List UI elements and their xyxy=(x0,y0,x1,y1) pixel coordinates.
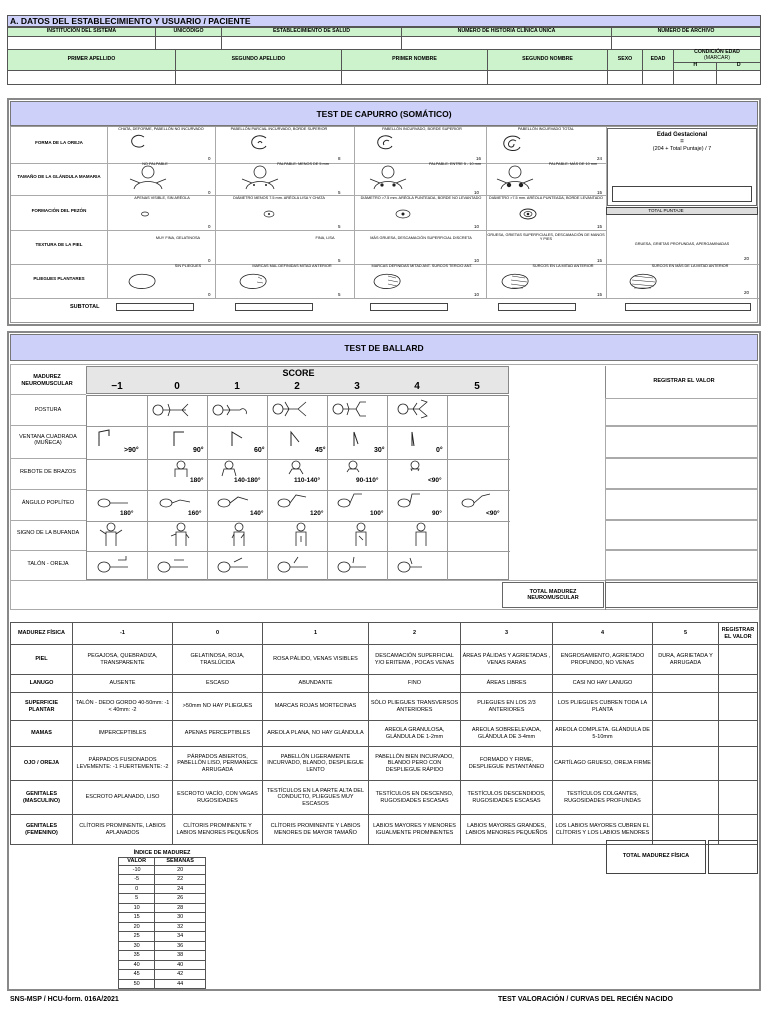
arm-recoil-icon xyxy=(218,460,240,478)
edad-gestacional-input[interactable] xyxy=(612,186,752,202)
row-label-talon: TALÓN - OREJA xyxy=(27,561,69,567)
fisica-cell: ABUNDANTE xyxy=(263,675,369,693)
capurro-piel-2-caption: MÁS GRUESA, DESCAMACIÓN SUPERFICIAL DISCRETA xyxy=(370,236,472,240)
capurro-row-label-oreja: FORMA DE LA OREJA xyxy=(35,140,83,145)
row-label-bufanda: SIGNO DE LA BUFANDA xyxy=(16,530,80,536)
marcar-label: (MARCAR) xyxy=(704,54,730,61)
ventana-value: 30° xyxy=(374,447,385,454)
popliteal-angle-icon xyxy=(336,492,370,510)
scarf-sign-icon xyxy=(98,522,124,548)
capurro-oreja-0-score: 0 xyxy=(208,156,211,161)
popliteal-angle-icon xyxy=(158,492,192,510)
arm-recoil-icon xyxy=(404,460,426,478)
field-establecimiento[interactable] xyxy=(222,37,402,50)
fisica-cell: LABIOS MAYORES GRANDES, LABIOS MENORES PEQUEÑOS xyxy=(461,815,553,845)
score-col: 2 xyxy=(294,381,300,392)
capurro-pliegues-3-caption: SURCOS EN LA MITAD ANTERIOR xyxy=(532,264,594,268)
field-numero-archivo[interactable] xyxy=(612,37,761,50)
baby-chest-sketch-icon xyxy=(368,165,408,190)
score-col: −1 xyxy=(111,381,123,392)
heel-to-ear-icon xyxy=(336,554,372,576)
fisica-cell: PÁRPADOS ABIERTOS, PABELLÓN LISO, PERMANECE ARRUGADA xyxy=(173,747,263,781)
fisica-cell: LOS PLIEGUES CUBREN TODA LA PLANTA xyxy=(553,693,653,721)
fisica-header: 2 xyxy=(369,623,461,645)
subtotal-label: SUBTOTAL xyxy=(70,304,100,310)
popliteo-value: 160° xyxy=(188,510,202,517)
col-segundo-nombre: SEGUNDO NOMBRE xyxy=(488,50,608,71)
scarf-sign-icon xyxy=(348,522,374,548)
baby-chest-sketch-icon xyxy=(240,165,280,190)
subtotal-input-1[interactable] xyxy=(116,303,194,311)
fisica-row-label: PIEL xyxy=(11,645,73,675)
fisica-cell: PÁRPADOS FUSIONADOS LEVEMENTE: -1 FUERTEMENTE: -2 xyxy=(73,747,173,781)
patient-info-table-2 xyxy=(7,49,761,85)
capurro-pezon-2-caption: DIÁMETRO >7.5 mm. ARÉOLA PUNTEADA, BORDE NO LEVANTADO xyxy=(360,196,482,200)
posture-figure-icon xyxy=(270,398,310,420)
capurro-oreja-2-score: 16 xyxy=(476,156,482,161)
col-unicodigo: UNICÓDIGO xyxy=(156,28,222,37)
capurro-pezon-3-caption: DIÁMETRO >7.5 mm. ARÉOLA PUNTEADA, BORDE LEVANTADO xyxy=(489,196,603,200)
ventana-value: 90° xyxy=(193,447,204,454)
scarf-sign-icon xyxy=(408,522,434,548)
capurro-mama-2-caption: PALPABLE: ENTRE 5 - 10 mm xyxy=(429,162,481,166)
capurro-piel-4-score: 20 xyxy=(744,256,750,261)
indice-semanas: 40 xyxy=(155,960,206,970)
indice-semanas: 20 xyxy=(155,865,206,875)
wrist-angle-icon xyxy=(287,428,307,446)
fisica-cell: PABELLÓN LIGERAMENTE INCURVADO, BLANDO, DESPLIEGUE LENTO xyxy=(263,747,369,781)
fisica-cell: PABELLÓN BIEN INCURVADO, BLANDO PERO CON DESPLIEGUE RÁPIDO xyxy=(369,747,461,781)
indice-valor: 35 xyxy=(119,951,155,961)
field-historia-clinica[interactable] xyxy=(402,37,612,50)
col-institucion: INSTITUCIÓN DEL SISTEMA xyxy=(8,28,156,37)
fisica-cell xyxy=(653,675,719,693)
nipple-sketch-icon xyxy=(518,208,538,220)
capurro-piel-1-caption: FINA, LISA xyxy=(315,236,335,240)
edad-gestacional-label: Edad Gestacional xyxy=(656,132,708,138)
fisica-row-label: GENITALES (MASCULINO) xyxy=(11,781,73,815)
field-primer-nombre[interactable] xyxy=(342,70,488,84)
patient-info-table-1 xyxy=(7,27,761,50)
scarf-sign-icon xyxy=(226,522,252,548)
scarf-sign-icon xyxy=(168,522,194,548)
fisica-cell xyxy=(653,721,719,747)
indice-valor: 10 xyxy=(119,903,155,913)
registrar-plantar-input[interactable] xyxy=(719,693,758,721)
ventana-value: 0° xyxy=(436,447,443,454)
indice-valor: 40 xyxy=(119,960,155,970)
edad-gestacional-formula: (204 + Total Puntaje) / 7 xyxy=(652,146,712,152)
capurro-pezon-1-caption: DIÁMETRO MENOS 7.5 mm. ARÉOLA LISA Y CHATA xyxy=(233,196,325,200)
capurro-piel-0-caption: MUY FINA, GELATINOSA xyxy=(155,236,201,240)
popliteal-angle-icon xyxy=(96,492,130,510)
field-segundo-nombre[interactable] xyxy=(488,70,608,84)
score-col: 1 xyxy=(234,381,240,392)
capurro-row-label-piel: TEXTURA DE LA PIEL xyxy=(35,242,83,247)
fisica-cell: IMPERCEPTIBLES xyxy=(73,721,173,747)
heel-to-ear-icon xyxy=(96,554,132,576)
indice-valor: -10 xyxy=(119,865,155,875)
subtotal-input-4[interactable] xyxy=(498,303,576,311)
heel-to-ear-icon xyxy=(156,554,192,576)
col-primer-nombre: PRIMER NOMBRE xyxy=(342,50,488,71)
section-a-title: A. DATOS DEL ESTABLECIMIENTO Y USUARIO / PACIENTE xyxy=(7,15,761,27)
capurro-oreja-3-caption: PABELLÓN INCURVADO TOTAL xyxy=(517,127,575,131)
ear-sketch-icon xyxy=(500,134,526,154)
arm-recoil-icon xyxy=(285,460,307,478)
indice-semanas: 24 xyxy=(155,884,206,894)
fisica-cell: AREOLA SOBREELEVADA, GLÁNDULA DE 3-4mm xyxy=(461,721,553,747)
ballard-row-labels xyxy=(10,395,86,580)
row-label-popliteo: ÁNGULO POPLÍTEO xyxy=(21,500,75,506)
score-col: 4 xyxy=(414,381,420,392)
indice-title: ÍNDICE DE MADUREZ xyxy=(133,849,191,856)
heel-to-ear-icon xyxy=(396,554,432,576)
condicion-edad-label: CONDICIÓN EDAD xyxy=(694,49,740,55)
fisica-cell: CLÍTORIS PROMINENTE Y LABIOS MENORES PEQUEÑOS xyxy=(173,815,263,845)
capurro-mama-2-score: 10 xyxy=(474,190,480,195)
registrar-ojo-oreja-input[interactable] xyxy=(719,747,758,781)
capurro-oreja-1-caption: PABELLÓN PARCIAL INCURVADO, BORDE SUPERIOR xyxy=(230,127,328,131)
subtotal-input-5[interactable] xyxy=(625,303,751,311)
capurro-pezon-3-score: 15 xyxy=(597,224,603,229)
ear-sketch-icon xyxy=(128,134,150,150)
posture-figure-icon xyxy=(210,400,250,420)
row-label-postura: POSTURA xyxy=(34,407,62,413)
fisica-cell: ÁREAS PÁLIDAS Y AGRIETADAS , VENAS RARAS xyxy=(461,645,553,675)
capurro-mama-3-caption: PALPABLE: MÁS DE 10 mm xyxy=(548,162,598,166)
col-establecimiento: ESTABLECIMIENTO DE SALUD xyxy=(222,28,402,37)
fisica-cell xyxy=(653,781,719,815)
rebote-value: 110-140° xyxy=(294,477,321,484)
fisica-row-label: SUPERFICIE PLANTAR xyxy=(11,693,73,721)
col-d: D xyxy=(717,62,761,70)
col-edad: EDAD xyxy=(643,50,674,71)
field-unicodigo[interactable] xyxy=(156,37,222,50)
wrist-angle-icon xyxy=(170,428,190,446)
indice-semanas: 22 xyxy=(155,875,206,885)
indice-semanas: 44 xyxy=(155,979,206,989)
wrist-angle-icon xyxy=(228,428,248,446)
baby-chest-sketch-icon xyxy=(128,165,168,190)
score-col: 5 xyxy=(474,381,480,392)
rebote-value: <90° xyxy=(428,477,442,484)
indice-header: VALOR xyxy=(119,857,155,865)
col-condicion-edad xyxy=(674,50,761,63)
indice-madurez-table xyxy=(118,849,206,989)
arm-recoil-icon xyxy=(170,460,192,478)
fisica-cell: LABIOS MAYORES Y MENORES IGUALMENTE PROMINENTES xyxy=(369,815,461,845)
registrar-popliteo-input[interactable] xyxy=(605,489,758,520)
fisica-cell: APENAS PERCEPTIBLES xyxy=(173,721,263,747)
fisica-header: 5 xyxy=(653,623,719,645)
fisica-cell: AREOLA GRANULOSA, GLÁNDULA DE 1-2mm xyxy=(369,721,461,747)
popliteo-value: 180° xyxy=(120,510,134,517)
registrar-rebote-input[interactable] xyxy=(605,458,758,489)
fisica-cell xyxy=(653,693,719,721)
field-edad[interactable] xyxy=(643,70,674,84)
popliteal-angle-icon xyxy=(396,492,430,510)
indice-valor: 20 xyxy=(119,922,155,932)
capurro-pezon-2-score: 10 xyxy=(474,224,480,229)
ear-sketch-icon xyxy=(374,134,398,152)
scarf-sign-icon xyxy=(288,522,314,548)
fisica-header: -1 xyxy=(73,623,173,645)
section-a xyxy=(7,15,761,81)
registrar-lanugo-input[interactable] xyxy=(719,675,758,693)
rebote-value: 180° xyxy=(190,477,204,484)
indice-header: SEMANAS xyxy=(155,857,206,865)
popliteal-angle-icon xyxy=(216,492,250,510)
indice-semanas: 34 xyxy=(155,932,206,942)
indice-valor: 50 xyxy=(119,979,155,989)
posture-figure-icon xyxy=(330,398,370,420)
fisica-cell: FINO xyxy=(369,675,461,693)
fisica-row-label: OJO / OREJA xyxy=(11,747,73,781)
fisica-cell: DURA, AGRIETADA Y ARRUGADA xyxy=(653,645,719,675)
col-sexo: SEXO xyxy=(608,50,643,71)
indice-valor: 15 xyxy=(119,913,155,923)
popliteal-angle-icon xyxy=(276,492,310,510)
fisica-cell: AREOLA COMPLETA. GLÁNDULA DE 5-10mm xyxy=(553,721,653,747)
ballard-title: TEST DE BALLARD xyxy=(10,334,758,361)
registrar-mamas-input[interactable] xyxy=(719,721,758,747)
capurro-oreja-3-score: 24 xyxy=(597,156,603,161)
indice-valor: 25 xyxy=(119,932,155,942)
fisica-cell: DESCAMACIÓN SUPERFICIAL Y/O ERITEMA , POCAS VENAS xyxy=(369,645,461,675)
score-label: SCORE xyxy=(282,368,315,378)
score-col: 3 xyxy=(354,381,360,392)
field-primer-apellido[interactable] xyxy=(8,70,176,84)
capurro-piel-4-caption: GRUESA, GRIETAS PROFUNDAS, APERGAMINADAS xyxy=(634,242,730,246)
fisica-cell: CLÍTORIS PROMINENTE, LABIOS APLANADOS xyxy=(73,815,173,845)
field-institucion[interactable] xyxy=(8,37,156,50)
capurro-piel-2-score: 10 xyxy=(474,258,480,263)
capurro-mama-1-score: 5 xyxy=(338,190,341,195)
ventana-value: >90° xyxy=(124,447,139,454)
popliteal-angle-icon xyxy=(460,492,494,510)
registrar-ventana-input[interactable] xyxy=(605,426,758,458)
total-neuro-label: TOTAL MADUREZ NEUROMUSCULAR xyxy=(527,589,579,601)
fisica-cell: ESCASO xyxy=(173,675,263,693)
col-segundo-apellido: SEGUNDO APELLIDO xyxy=(176,50,342,71)
fisica-cell: TALÓN - DEDO GORDO 40-50mm: -1 < 40mm: -2 xyxy=(73,693,173,721)
fisica-header: 0 xyxy=(173,623,263,645)
footer-left: SNS-MSP / HCU-form. 016A/2021 xyxy=(10,996,119,1003)
foot-sole-sketch-icon xyxy=(370,270,404,294)
fisica-cell: CARTÍLAGO GRUESO, OREJA FIRME xyxy=(553,747,653,781)
score-header xyxy=(86,366,509,394)
field-h[interactable] xyxy=(674,70,717,84)
ventana-value: 45° xyxy=(315,447,326,454)
heel-to-ear-icon xyxy=(276,554,312,576)
madurez-fisica-table xyxy=(10,622,758,845)
heel-to-ear-icon xyxy=(216,554,252,576)
capurro-pliegues-1-caption: MARCAS MAL DEFINIDAS MITAD ANTERIOR xyxy=(252,264,332,268)
capurro-pliegues-4-score: 20 xyxy=(744,290,750,295)
field-sexo[interactable] xyxy=(608,70,643,84)
capurro-pliegues-1-score: 5 xyxy=(338,292,341,297)
capurro-oreja-0-caption: CHATA, DEFORME, PABELLÓN NO INCURVADO xyxy=(118,127,204,131)
madurez-neuro-label: MADUREZ NEUROMUSCULAR xyxy=(21,374,73,387)
popliteo-value: 100° xyxy=(370,510,384,517)
col-h: H xyxy=(674,62,717,70)
fisica-cell: ESCROTO VACÍO, CON VAGAS RUGOSIDADES xyxy=(173,781,263,815)
fisica-cell: GELATINOSA, ROJA, TRASLÚCIDA xyxy=(173,645,263,675)
indice-semanas: 42 xyxy=(155,970,206,980)
total-fisica-input[interactable] xyxy=(708,840,758,874)
total-neuro-input[interactable] xyxy=(605,582,758,608)
fisica-cell: CASI NO HAY LANUGO xyxy=(553,675,653,693)
fisica-cell: AREOLA PLANA, NO HAY GLÁNDULA xyxy=(263,721,369,747)
posture-figure-icon xyxy=(150,400,190,420)
capurro-pliegues-2-score: 10 xyxy=(474,292,480,297)
popliteo-value: 90° xyxy=(432,510,442,517)
fisica-cell: TESTÍCULOS DESCENDIDOS, RUGOSIDADES ESCASAS xyxy=(461,781,553,815)
capurro-pliegues-3-score: 15 xyxy=(597,292,603,297)
fisica-cell: LOS LABIOS MAYORES CUBREN EL CLÍTORIS Y LOS LABIOS MENORES xyxy=(553,815,653,845)
capurro-mama-0-score: 0 xyxy=(208,190,211,195)
total-puntaje-label: TOTAL PUNTAJE xyxy=(648,208,684,213)
wrist-angle-icon xyxy=(348,428,368,446)
fisica-row-label: LANUGO xyxy=(11,675,73,693)
col-numero-archivo: NÚMERO DE ARCHIVO xyxy=(612,28,761,37)
field-d[interactable] xyxy=(717,70,761,84)
fisica-cell: PLIEGUES EN LOS 2/3 ANTERIORES xyxy=(461,693,553,721)
fisica-header: MADUREZ FÍSICA xyxy=(11,623,73,645)
rebote-value: 140-180° xyxy=(234,477,261,484)
registrar-postura-input[interactable] xyxy=(605,398,758,426)
row-label-ventana: VENTANA CUADRADA (MUÑECA) xyxy=(19,434,77,446)
fisica-cell: ROSA PÁLIDO, VENAS VISIBLES xyxy=(263,645,369,675)
capurro-title: TEST DE CAPURRO (SOMÁTICO) xyxy=(10,101,758,126)
wrist-angle-icon xyxy=(406,428,426,446)
popliteo-value: <90° xyxy=(486,510,500,517)
fisica-header: REGISTRAR EL VALOR xyxy=(719,623,758,645)
indice-valor: 30 xyxy=(119,941,155,951)
foot-sole-sketch-icon xyxy=(236,270,270,294)
fisica-cell: CLÍTORIS PROMINENTE Y LABIOS MENORES DE MAYOR TAMAÑO xyxy=(263,815,369,845)
fisica-cell: TESTÍCULOS EN LA PARTE ALTA DEL CONDUCTO, PLIEGUES MUY ESCASOS xyxy=(263,781,369,815)
fisica-cell: AUSENTE xyxy=(73,675,173,693)
ear-sketch-icon xyxy=(248,134,272,152)
fisica-header: 3 xyxy=(461,623,553,645)
capurro-row-label-pliegues: PLIEGUES PLANTARES xyxy=(33,276,85,281)
capurro-piel-3-score: 15 xyxy=(597,258,603,263)
edad-gestacional-equals: = xyxy=(680,139,684,145)
wrist-angle-icon xyxy=(95,428,115,446)
capurro-piel-0-score: 0 xyxy=(208,258,211,263)
indice-semanas: 30 xyxy=(155,913,206,923)
capurro-mama-0-caption: NO PALPABLE xyxy=(142,162,168,166)
foot-sole-sketch-icon xyxy=(626,270,660,294)
fisica-cell: MARCAS ROJAS MORTECINAS xyxy=(263,693,369,721)
capurro-pezon-0-score: 0 xyxy=(208,224,211,229)
fisica-row-label: GENITALES (FEMENINO) xyxy=(11,815,73,845)
rebote-value: 90-110° xyxy=(356,477,379,484)
fisica-cell: ÁREAS LIBRES xyxy=(461,675,553,693)
registrar-piel-input[interactable] xyxy=(719,645,758,675)
fisica-header: 4 xyxy=(553,623,653,645)
indice-semanas: 38 xyxy=(155,951,206,961)
total-fisica-label: TOTAL MADUREZ FÍSICA xyxy=(622,853,690,859)
fisica-cell: ENGROSAMIENTO, AGRIETADO PROFUNDO, NO VENAS xyxy=(553,645,653,675)
capurro-oreja-1-score: 8 xyxy=(338,156,341,161)
ballard-figures-area xyxy=(86,395,509,580)
indice-valor: 45 xyxy=(119,970,155,980)
capurro-row-label-mamaria: TAMAÑO DE LA GLÁNDULA MAMARIA xyxy=(17,174,101,179)
baby-chest-sketch-icon xyxy=(495,165,535,190)
popliteo-value: 120° xyxy=(310,510,324,517)
capurro-piel-3-caption: GRUESA, GRIETAS SUPERFICIALES, DESCAMACIÓN DE MANOS Y PIES xyxy=(487,233,605,242)
capurro-mama-3-score: 15 xyxy=(597,190,603,195)
col-primer-apellido: PRIMER APELLIDO xyxy=(8,50,176,71)
indice-semanas: 32 xyxy=(155,922,206,932)
fisica-header: 1 xyxy=(263,623,369,645)
indice-valor: -5 xyxy=(119,875,155,885)
fisica-cell: SÓLO PLIEGUES TRANSVERSOS ANTERIORES xyxy=(369,693,461,721)
posture-figure-icon xyxy=(395,398,435,420)
score-col: 0 xyxy=(174,381,180,392)
capurro-pliegues-4-caption: SURCOS EN MÁS DE LA MITAD ANTERIOR xyxy=(651,264,729,268)
indice-semanas: 28 xyxy=(155,903,206,913)
popliteo-value: 140° xyxy=(250,510,264,517)
capurro-oreja-2-caption: PABELLÓN INCURVADO, BORDE SUPERIOR xyxy=(382,127,462,131)
capurro-pliegues-2-caption: MARCAS DEFINIDAS MITAD ANT. SURCOS TERCIO ANT. xyxy=(371,264,473,268)
col-historia-clinica: NÚMERO DE HISTORIA CLÍNICA ÚNICA xyxy=(402,28,612,37)
nipple-sketch-icon xyxy=(140,211,150,217)
capurro-pezon-0-caption: APENAS VISIBLE, SIN ARÉOLA xyxy=(134,196,190,200)
footer-right: TEST VALORACIÓN / CURVAS DEL RECIÉN NACIDO xyxy=(498,996,673,1003)
subtotal-input-2[interactable] xyxy=(235,303,313,311)
foot-sole-sketch-icon xyxy=(125,270,159,294)
indice-valor: 0 xyxy=(119,884,155,894)
capurro-pliegues-0-score: 0 xyxy=(208,292,211,297)
fisica-cell: PEGAJOSA, QUEBRADIZA, TRANSPARENTE xyxy=(73,645,173,675)
capurro-mama-1-caption: PALPABLE: MENOS DE 5 mm xyxy=(277,162,329,166)
registrar-bufanda-input[interactable] xyxy=(605,520,758,550)
indice-semanas: 26 xyxy=(155,894,206,904)
registrar-talon-input[interactable] xyxy=(605,550,758,580)
field-segundo-apellido[interactable] xyxy=(176,70,342,84)
nipple-sketch-icon xyxy=(262,210,276,218)
row-label-rebote: REBOTE DE BRAZOS xyxy=(20,469,76,475)
capurro-piel-1-score: 5 xyxy=(338,258,341,263)
capurro-row-label-pezon: FORMACIÓN DEL PEZÓN xyxy=(31,208,87,213)
capurro-pliegues-0-caption: SIN PLIEGUES xyxy=(174,264,202,268)
fisica-cell: TESTÍCULOS COLGANTES, RUGOSIDADES PROFUNDAS xyxy=(553,781,653,815)
capurro-pezon-1-score: 5 xyxy=(338,224,341,229)
fisica-cell xyxy=(653,747,719,781)
indice-valor: 5 xyxy=(119,894,155,904)
fisica-cell: >50mm NO HAY PLIEGUES xyxy=(173,693,263,721)
registrar-genitales-m-input[interactable] xyxy=(719,781,758,815)
arm-recoil-icon xyxy=(342,460,364,478)
indice-semanas: 36 xyxy=(155,941,206,951)
fisica-row-label: MAMAS xyxy=(11,721,73,747)
fisica-cell: TESTÍCULOS EN DESCENSO, RUGOSIDADES ESCASAS xyxy=(369,781,461,815)
fisica-cell: ESCROTO APLANADO, LISO xyxy=(73,781,173,815)
registrar-valor-label: REGISTRAR EL VALOR xyxy=(653,378,715,384)
foot-sole-sketch-icon xyxy=(498,270,532,294)
subtotal-input-3[interactable] xyxy=(370,303,448,311)
fisica-cell: FORMADO Y FIRME, DESPLIEGUE INSTANTÁNEO xyxy=(461,747,553,781)
nipple-sketch-icon xyxy=(394,209,412,219)
ventana-value: 60° xyxy=(254,447,265,454)
